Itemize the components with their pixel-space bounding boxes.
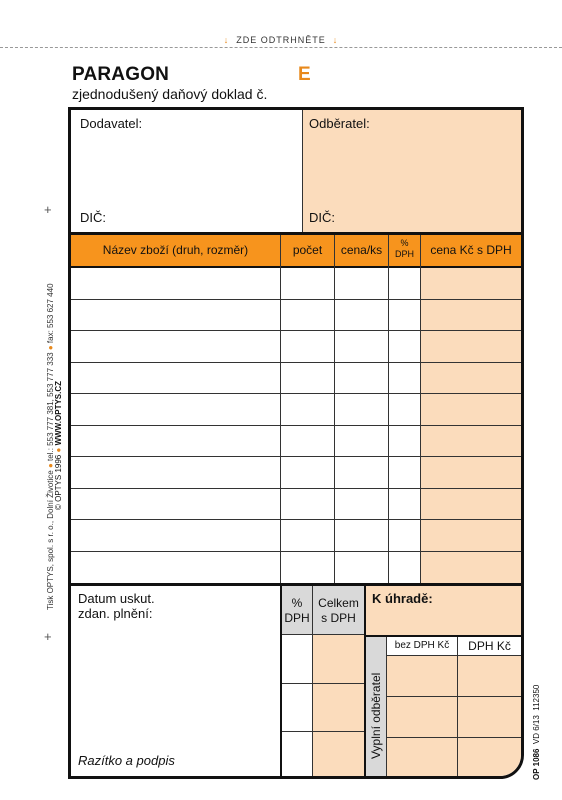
- customer-fill-label: Vyplní odběratel: [369, 672, 383, 759]
- date-stamp-box[interactable]: [71, 586, 280, 779]
- table-row[interactable]: [71, 300, 521, 332]
- page-title: PARAGON: [72, 64, 170, 85]
- without-vat-header: [387, 637, 457, 655]
- code-product: OP 1086: [532, 748, 541, 780]
- date-label-1: Datum uskut.: [78, 591, 155, 606]
- table-row[interactable]: [71, 552, 521, 584]
- printer-copyright: © OPTYS 1996: [54, 454, 63, 510]
- total-label-2: s DPH: [321, 611, 356, 625]
- date-label-2: zdan. plnění:: [78, 606, 153, 621]
- vat-amount-label: DPH Kč: [468, 639, 511, 653]
- registration-mark: +: [44, 202, 52, 217]
- customer-label: Odběratel:: [309, 116, 370, 131]
- items-table: [71, 268, 521, 583]
- table-row[interactable]: [71, 426, 521, 458]
- vat-amount-column[interactable]: [458, 656, 521, 779]
- form-code: [526, 610, 546, 780]
- tear-off-text: ZDE ODTRHNĚTE: [236, 35, 326, 45]
- arrow-down-icon: ↓: [223, 35, 230, 45]
- table-row[interactable]: [71, 268, 521, 300]
- total-label-1: Celkem: [318, 596, 359, 610]
- arrow-down-icon: ↓: [332, 35, 339, 45]
- customer-box[interactable]: [303, 110, 521, 232]
- printer-fax: fax: 553 627 440: [46, 283, 55, 344]
- total-header: [313, 586, 364, 634]
- registration-mark: +: [44, 629, 52, 644]
- vat-pct-header: [282, 586, 312, 634]
- page-subtitle: zjednodušený daňový doklad č.: [72, 86, 268, 102]
- table-row[interactable]: [71, 394, 521, 426]
- code-number: 112350: [532, 684, 541, 711]
- customer-dic-label: DIČ:: [309, 210, 335, 225]
- tear-off-line: [0, 47, 562, 48]
- table-row[interactable]: [71, 520, 521, 552]
- printer-phone: tel.: 553 777 381, 553 777 333: [46, 352, 55, 461]
- without-vat-column[interactable]: [387, 656, 457, 779]
- tear-off-label: [0, 35, 562, 45]
- supplier-dic-label: DIČ:: [80, 210, 106, 225]
- printer-name: Tisk OPTYS, spol. s r. o., Dolní Životice: [46, 470, 55, 610]
- col-header-vat: [389, 238, 420, 260]
- receipt-form: [68, 107, 524, 779]
- col-header-total: cena Kč s DPH: [430, 243, 512, 257]
- form-letter: E: [298, 64, 311, 85]
- amount-due-label: K úhradě:: [372, 591, 433, 606]
- supplier-label: Dodavatel:: [80, 116, 143, 131]
- amount-due-box[interactable]: [366, 586, 521, 635]
- total-column[interactable]: [313, 635, 364, 779]
- vat-pct-label: %: [291, 596, 303, 610]
- col-header-vat-label: DPH: [394, 249, 414, 259]
- customer-fill-strip: [366, 637, 386, 779]
- col-header-qty: počet: [292, 243, 323, 257]
- col-header-vat-pct: %: [400, 238, 409, 248]
- table-row[interactable]: [71, 331, 521, 363]
- printer-web: © OPTYS 1996 ● WWW.OPTYS.CZ: [54, 380, 63, 510]
- vat-amount-header: [458, 637, 521, 655]
- without-vat-label: bez DPH Kč: [394, 640, 450, 651]
- vat-dph-label: DPH: [284, 611, 310, 625]
- printer-website: WWW.OPTYS.CZ: [54, 380, 63, 446]
- table-row[interactable]: [71, 457, 521, 489]
- printer-info: Tisk OPTYS, spol. s r. o., Dolní Životice ● tel.: 553 777 381, 553 777 333 ● fax: 553 627 440: [46, 283, 55, 610]
- table-row[interactable]: [71, 489, 521, 521]
- code-version: VD 6/13: [532, 715, 541, 745]
- col-header-item: Název zboží (druh, rozměr): [102, 243, 249, 257]
- stamp-label: Razítko a podpis: [78, 753, 175, 768]
- table-header: [71, 235, 521, 266]
- table-row[interactable]: [71, 363, 521, 395]
- col-header-unit-price: cena/ks: [340, 243, 383, 257]
- supplier-box[interactable]: [71, 110, 302, 232]
